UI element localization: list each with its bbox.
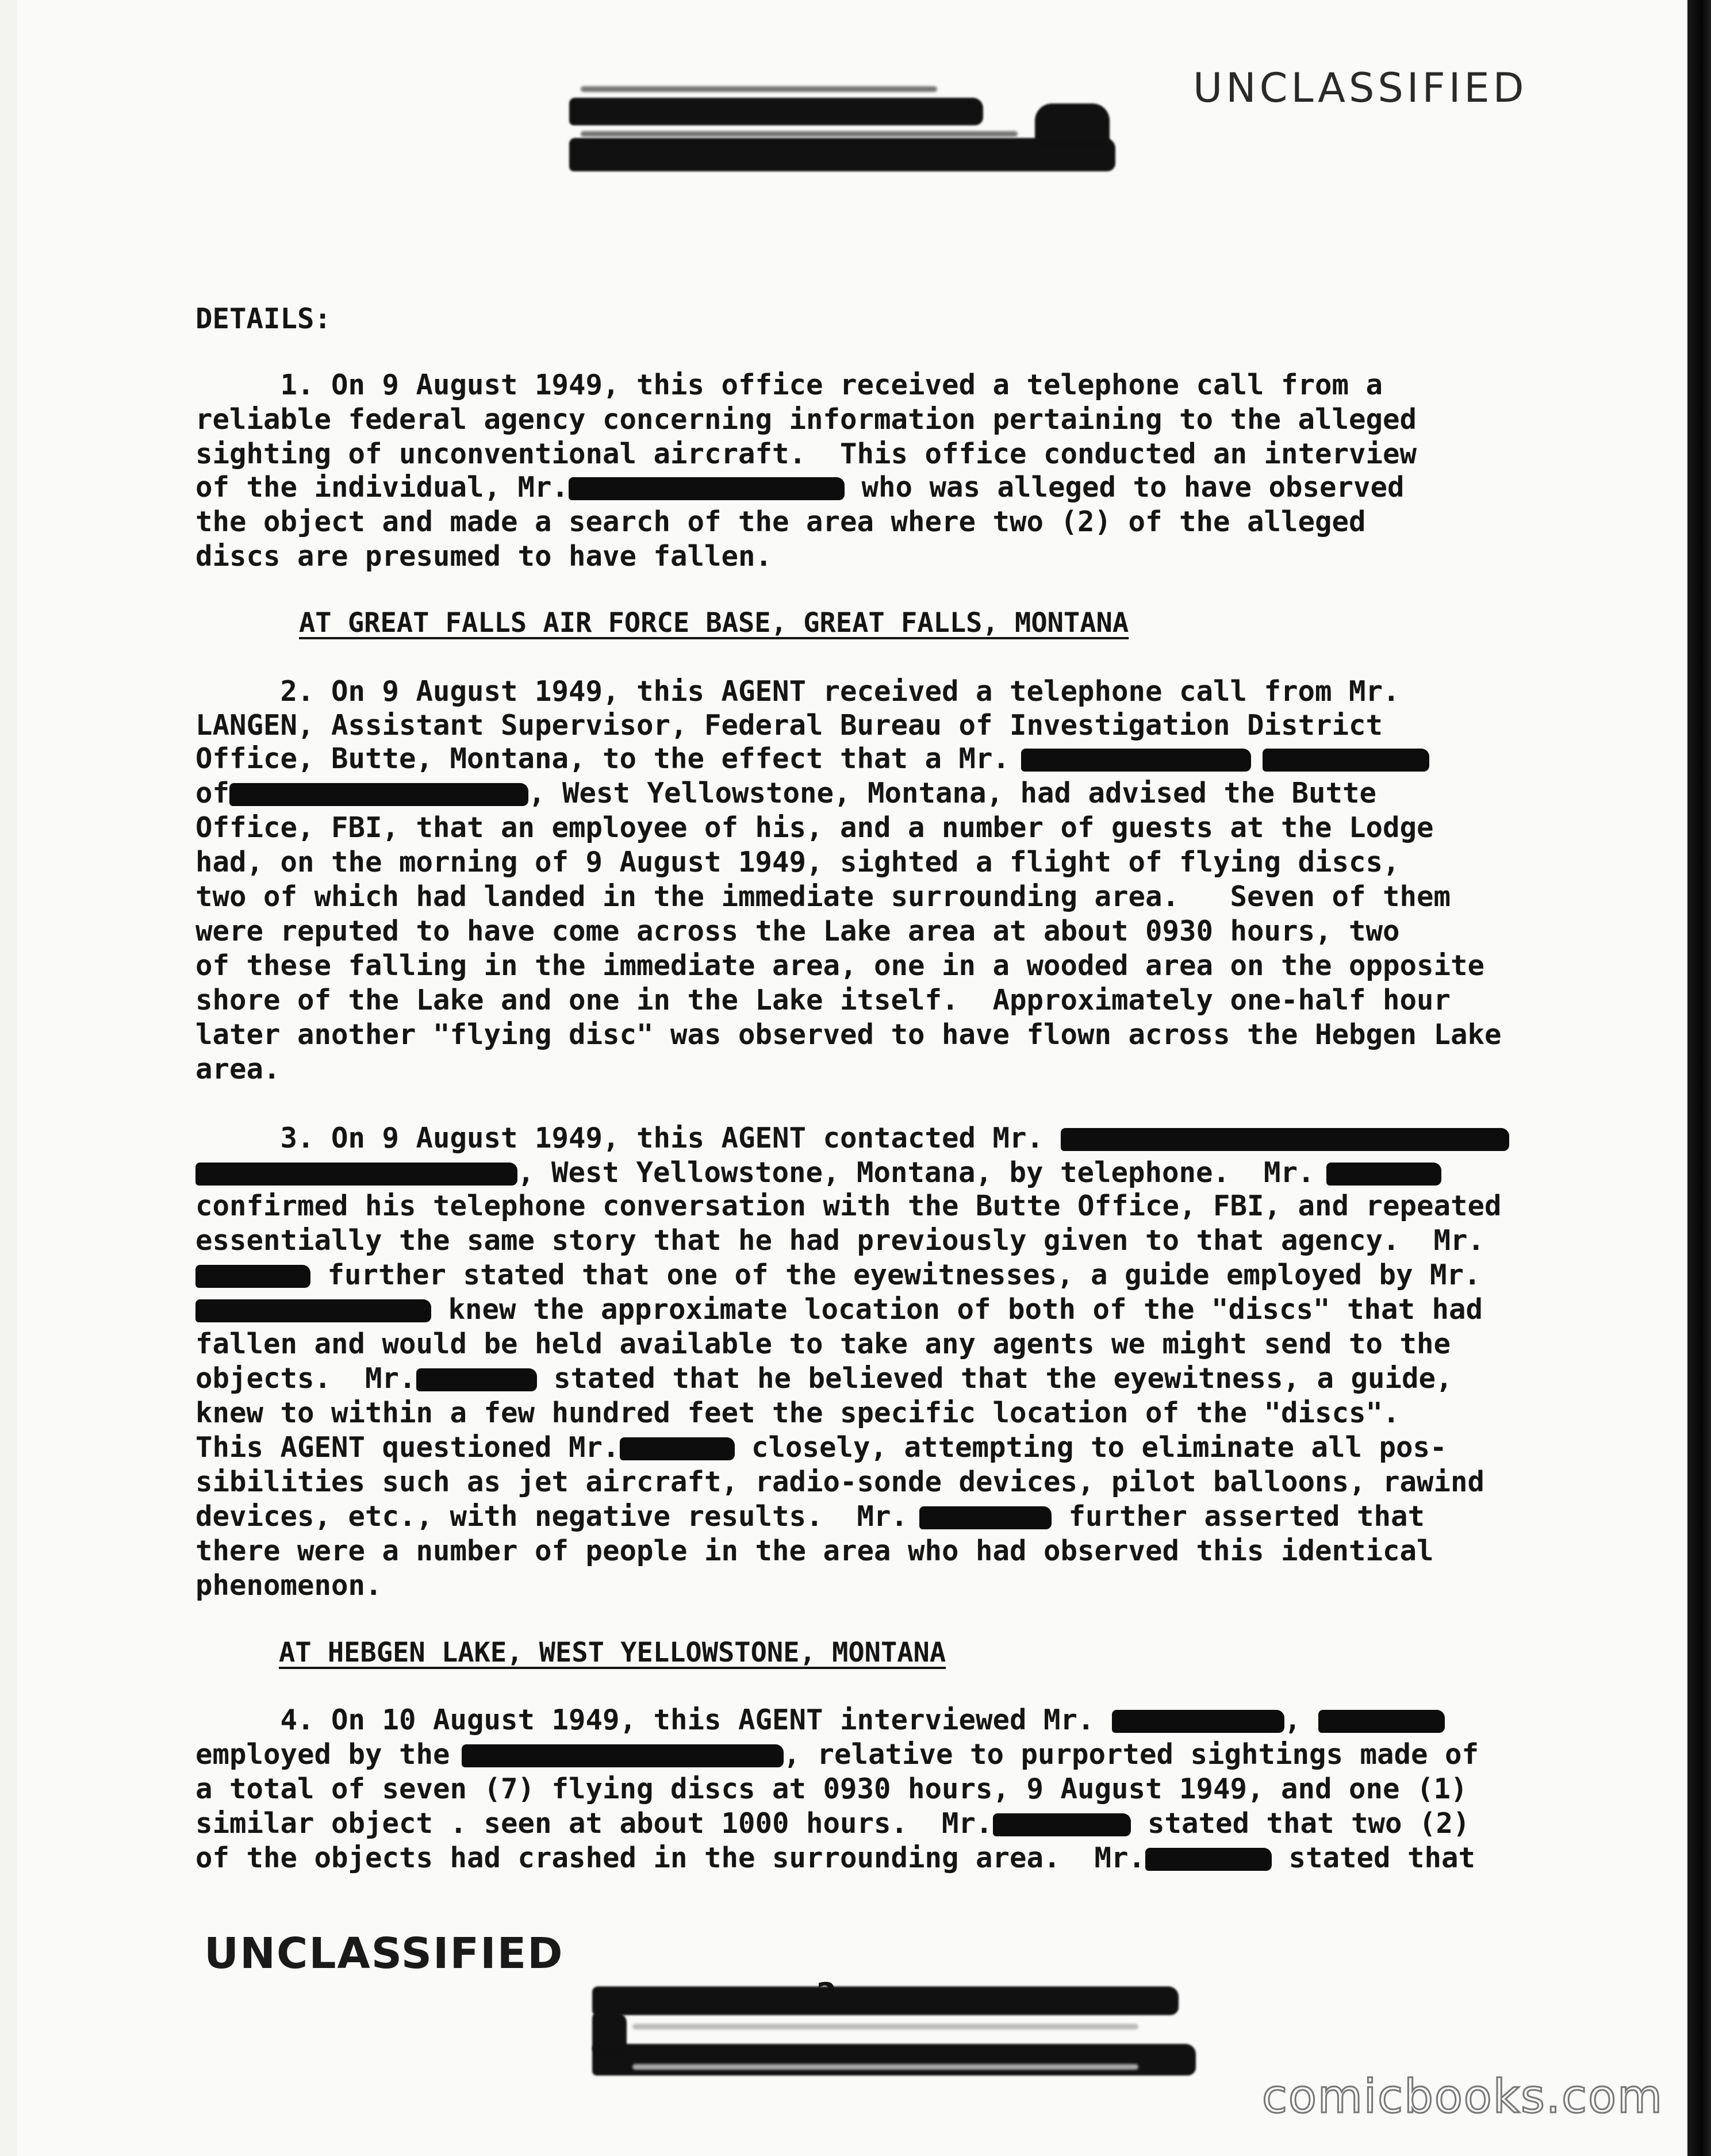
text-line <box>195 1292 1483 1327</box>
classification-stamp-bottom: UNCLASSIFIED <box>204 1929 564 1978</box>
redaction <box>1326 1163 1441 1186</box>
redaction <box>1112 1710 1284 1733</box>
text-segment: stated that two (2) <box>1130 1807 1470 1840</box>
redaction <box>195 1265 310 1288</box>
redaction <box>993 1813 1131 1836</box>
text-segment: , relative to purported sightings made of <box>783 1738 1479 1771</box>
text-line: a total of seven (7) flying discs at 0930 hours, 9 August 1949, and one (1) <box>195 1773 1468 1805</box>
text-line: essentially the same story that he had previously given to that agency. Mr. <box>195 1224 1485 1257</box>
text-line: two of which had landed in the immediate surrounding area. Seven of them <box>195 880 1451 913</box>
section-heading: AT HEBGEN LAKE, WEST YELLOWSTONE, MONTANA <box>279 1637 946 1668</box>
redaction <box>229 783 528 806</box>
text-line: reliable federal agency concerning information pertaining to the alleged <box>195 403 1417 436</box>
footer-scribble <box>632 2024 1138 2030</box>
text-line <box>195 1499 1425 1534</box>
redaction <box>1263 749 1429 772</box>
text-line <box>195 1430 1447 1465</box>
text-line <box>195 1841 1475 1875</box>
header-redaction <box>1035 103 1110 144</box>
text-line <box>195 470 1405 505</box>
text-line: LANGEN, Assistant Supervisor, Federal Bureau of Investigation District <box>195 709 1383 742</box>
text-line: discs are presumed to have fallen. <box>195 540 773 573</box>
header-redaction <box>569 138 1115 171</box>
details-heading: DETAILS: <box>195 302 332 335</box>
text-line: Office, FBI, that an employee of his, and a number of guests at the Lodge <box>195 811 1434 844</box>
text-line: 4. On 10 August 1949, this AGENT interviewed Mr. , <box>195 1703 1445 1737</box>
text-line: shore of the Lake and one in the Lake itself. Approximately one-half hour <box>195 984 1451 1016</box>
text-segment: stated that he believed that the eyewitness, a guide, <box>536 1362 1453 1395</box>
header-scribble <box>581 131 1018 137</box>
text-segment: similar object . seen at about 1000 hours. Mr. <box>195 1807 993 1840</box>
watermark: comicbooks.com <box>1262 2070 1664 2123</box>
redaction <box>620 1437 735 1460</box>
text-line: had, on the morning of 9 August 1949, sighted a flight of flying discs, <box>195 846 1400 878</box>
text-segment: of the individual, Mr. <box>195 471 569 504</box>
redaction <box>1318 1710 1445 1733</box>
text-segment: of the objects had crashed in the surrounding area. Mr. <box>195 1842 1146 1874</box>
scan-edge <box>1687 0 1711 2156</box>
redaction <box>1145 1848 1272 1871</box>
text-line: fallen and would be held available to take any agents we might send to the <box>195 1328 1451 1360</box>
section-heading: AT GREAT FALLS AIR FORCE BASE, GREAT FALLS, MONTANA <box>299 607 1129 639</box>
text-line: knew to within a few hundred feet the specific location of the "discs". <box>195 1397 1400 1429</box>
text-line <box>195 742 1429 776</box>
text-line: the object and made a search of the area where two (2) of the alleged <box>195 505 1366 538</box>
text-line: area. <box>195 1053 281 1085</box>
footer-redaction <box>592 1986 1179 2015</box>
text-segment: , West Yellowstone, Montana, by telephone. Mr. <box>517 1156 1315 1189</box>
redaction <box>195 1163 517 1186</box>
footer-redaction <box>592 2012 627 2053</box>
text-line: phenomenon. <box>195 1569 382 1602</box>
header-scribble <box>581 86 937 92</box>
text-segment: This AGENT questioned Mr. <box>195 1431 620 1464</box>
text-line: sibilities such as jet aircraft, radio-sonde devices, pilot balloons, rawind <box>195 1466 1485 1498</box>
redaction <box>1021 749 1251 772</box>
redaction <box>195 1299 431 1322</box>
redaction <box>919 1506 1052 1529</box>
text-line <box>195 1737 1479 1772</box>
redaction <box>1061 1128 1509 1151</box>
text-line <box>195 1121 1509 1156</box>
text-line: sighting of unconventional aircraft. This office conducted an interview <box>195 438 1417 470</box>
text-segment: devices, etc., with negative results. Mr. <box>195 1500 908 1533</box>
text-segment: Office, Butte, Montana, to the effect that a Mr. <box>195 742 1010 775</box>
redaction <box>416 1368 537 1391</box>
text-line: were reputed to have come across the Lake area at about 0930 hours, two <box>195 915 1400 947</box>
text-segment: employed by the <box>195 1738 450 1771</box>
text-line: 1. On 9 August 1949, this office received a telephone call from a <box>195 369 1383 401</box>
text-line: 2. On 9 August 1949, this AGENT received a telephone call from Mr. <box>195 675 1400 708</box>
text-line <box>195 1258 1481 1292</box>
text-segment: stated that <box>1272 1842 1476 1874</box>
text-segment: , West Yellowstone, Montana, had advised the Butte <box>528 777 1377 810</box>
text-line <box>195 776 1376 811</box>
text-line: of these falling in the immediate area, one in a wooded area on the opposite <box>195 949 1485 982</box>
text-segment: further asserted that <box>1052 1500 1425 1533</box>
text-line <box>195 1806 1470 1841</box>
text-line <box>195 1361 1453 1396</box>
header-redaction <box>569 98 983 125</box>
footer-redaction <box>592 2044 1196 2076</box>
text-segment: knew the approximate location of both of the "discs" that had <box>431 1293 1483 1326</box>
text-segment: 3. On 9 August 1949, this AGENT contacted Mr. <box>195 1122 1044 1154</box>
text-line: there were a number of people in the area who had observed this identical <box>195 1534 1434 1567</box>
text-segment: objects. Mr. <box>195 1362 416 1395</box>
text-segment: 4. On 10 August 1949, this AGENT interviewed Mr. <box>195 1704 1095 1736</box>
footer-scribble <box>632 2064 1138 2070</box>
text-segment: of <box>195 777 230 810</box>
redaction <box>569 477 845 500</box>
text-segment: who was alleged to have observed <box>845 471 1405 504</box>
redaction <box>462 1744 784 1767</box>
text-segment: further stated that one of the eyewitnesses, a guide employed by Mr. <box>310 1259 1481 1291</box>
text-segment: closely, attempting to eliminate all pos- <box>734 1431 1447 1464</box>
text-line: confirmed his telephone conversation with the Butte Office, FBI, and repeated <box>195 1190 1502 1222</box>
classification-stamp-top: UNCLASSIFIED <box>1193 64 1528 112</box>
text-line <box>195 1156 1441 1190</box>
text-line: later another "flying disc" was observed to have flown across the Hebgen Lake <box>195 1018 1502 1051</box>
